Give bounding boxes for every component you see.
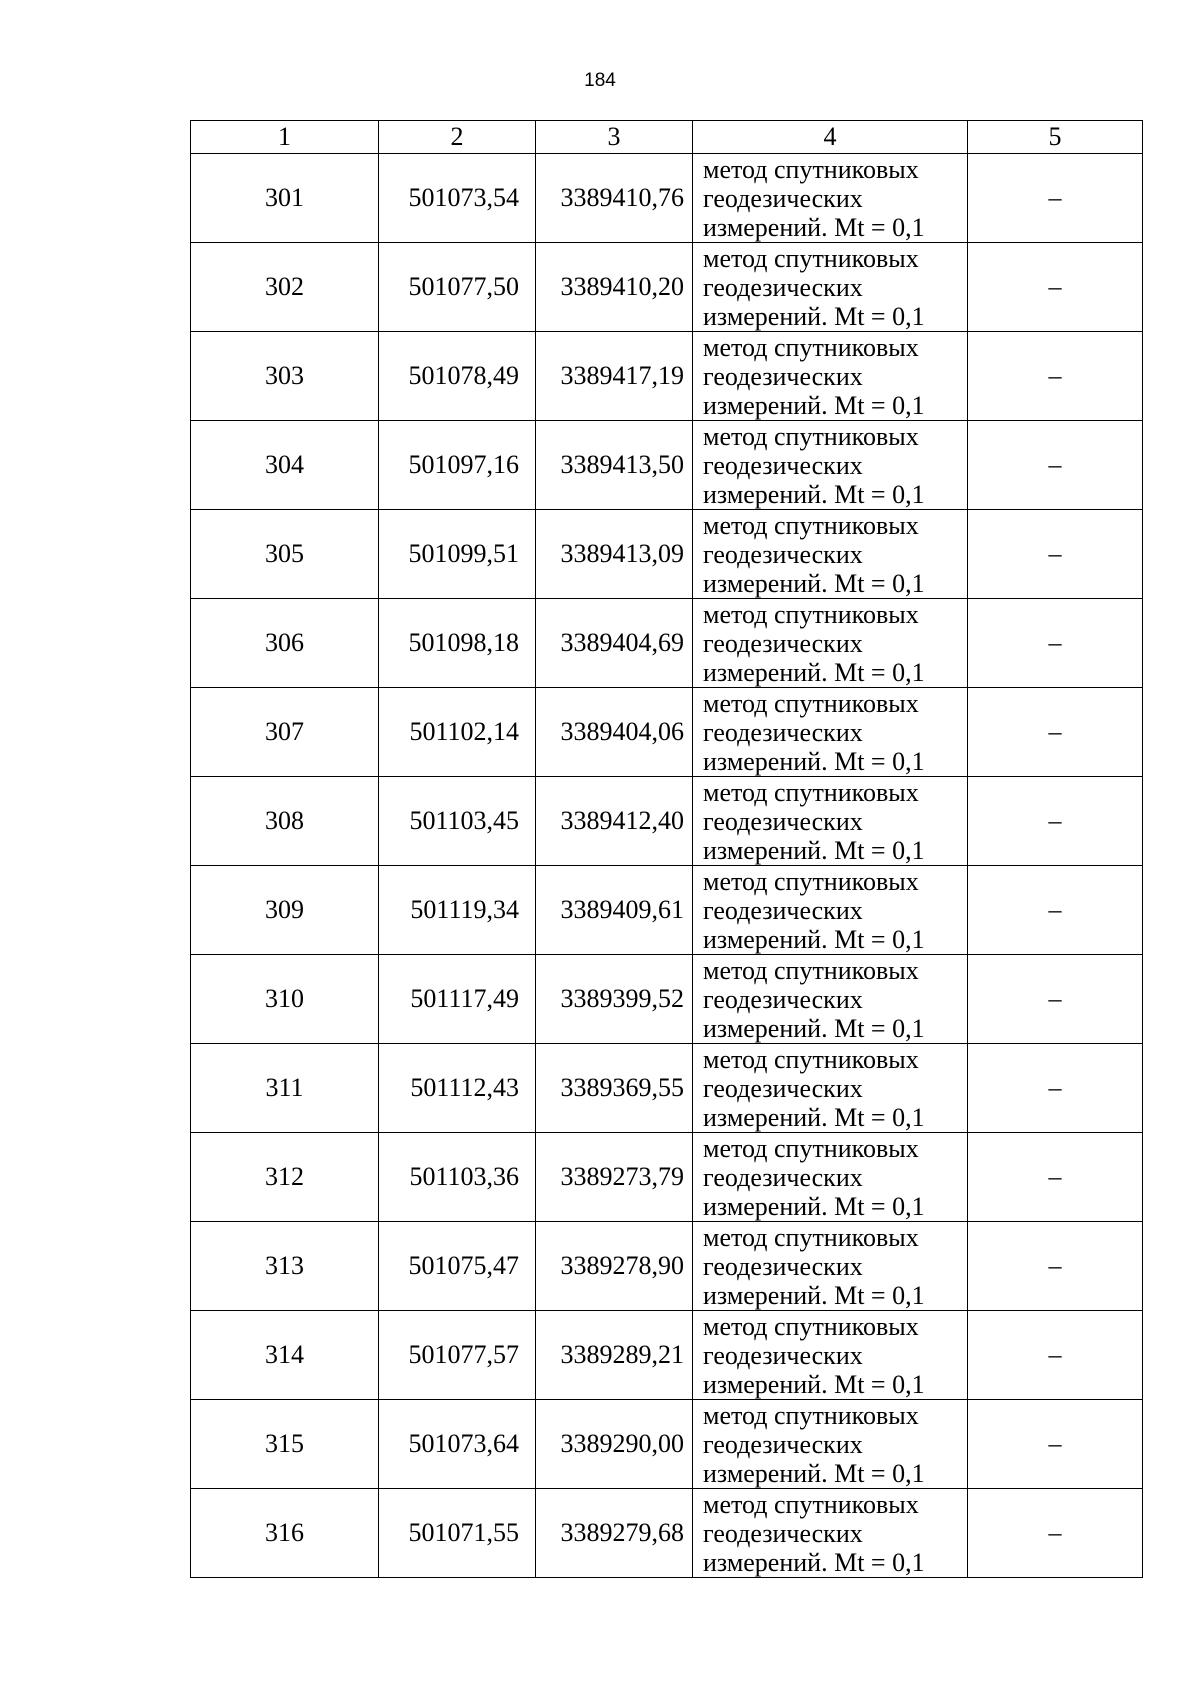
- table-body: [191, 154, 1143, 1578]
- y-coordinate-cell: 3389273,79: [536, 1133, 693, 1222]
- method-line: геодезических: [703, 183, 863, 213]
- y-coordinate-cell: 3389369,55: [536, 1044, 693, 1133]
- note-cell: –: [968, 1044, 1143, 1133]
- method-cell: [693, 777, 968, 866]
- method-line: метод спутниковых: [703, 688, 919, 718]
- x-coordinate-cell: 501117,49: [379, 955, 536, 1044]
- y-coordinate-cell: 3389399,52: [536, 955, 693, 1044]
- method-line: метод спутниковых: [703, 510, 919, 540]
- method-line: измерений. Mt = 0,1: [703, 390, 925, 420]
- note-cell: –: [968, 688, 1143, 777]
- method-line: метод спутниковых: [703, 1489, 919, 1519]
- method-cell: [693, 1489, 968, 1578]
- table-row: [191, 421, 1143, 510]
- table-row: [191, 1133, 1143, 1222]
- method-line: метод спутниковых: [703, 1133, 919, 1163]
- x-coordinate-cell: 501077,57: [379, 1311, 536, 1400]
- method-line: геодезических: [703, 628, 863, 658]
- method-line: измерений. Mt = 0,1: [703, 1280, 925, 1310]
- point-number-cell: 305: [191, 510, 379, 599]
- point-number-cell: 316: [191, 1489, 379, 1578]
- method-line: метод спутниковых: [703, 599, 919, 629]
- method-cell: [693, 1133, 968, 1222]
- y-coordinate-cell: 3389404,69: [536, 599, 693, 688]
- table-row: [191, 866, 1143, 955]
- note-cell: –: [968, 599, 1143, 688]
- method-cell: [693, 1400, 968, 1489]
- point-number-cell: 314: [191, 1311, 379, 1400]
- table-row: [191, 1222, 1143, 1311]
- point-number-cell: 309: [191, 866, 379, 955]
- x-coordinate-cell: 501078,49: [379, 332, 536, 421]
- point-number-cell: 307: [191, 688, 379, 777]
- note-cell: –: [968, 1400, 1143, 1489]
- note-cell: –: [968, 421, 1143, 510]
- method-line: геодезических: [703, 361, 863, 391]
- coordinates-table: [190, 120, 1143, 1578]
- method-line: измерений. Mt = 0,1: [703, 568, 925, 598]
- note-cell: –: [968, 777, 1143, 866]
- method-line: измерений. Mt = 0,1: [703, 212, 925, 242]
- y-coordinate-cell: 3389413,50: [536, 421, 693, 510]
- note-cell: –: [968, 510, 1143, 599]
- method-cell: [693, 154, 968, 243]
- x-coordinate-cell: 501098,18: [379, 599, 536, 688]
- method-line: метод спутниковых: [703, 154, 919, 184]
- method-line: измерений. Mt = 0,1: [703, 1547, 925, 1577]
- method-line: метод спутниковых: [703, 332, 919, 362]
- method-line: измерений. Mt = 0,1: [703, 1102, 925, 1132]
- x-coordinate-cell: 501099,51: [379, 510, 536, 599]
- method-line: геодезических: [703, 806, 863, 836]
- table-row: [191, 154, 1143, 243]
- header-row: [191, 121, 1143, 154]
- method-line: измерений. Mt = 0,1: [703, 746, 925, 776]
- method-line: метод спутниковых: [703, 1222, 919, 1252]
- method-cell: [693, 510, 968, 599]
- note-cell: –: [968, 1222, 1143, 1311]
- table-row: [191, 777, 1143, 866]
- point-number-cell: 301: [191, 154, 379, 243]
- method-cell: [693, 599, 968, 688]
- method-line: геодезических: [703, 1251, 863, 1281]
- header-col-1: 1: [191, 121, 379, 154]
- method-line: измерений. Mt = 0,1: [703, 1369, 925, 1399]
- point-number-cell: 308: [191, 777, 379, 866]
- method-line: измерений. Mt = 0,1: [703, 835, 925, 865]
- method-cell: [693, 332, 968, 421]
- y-coordinate-cell: 3389290,00: [536, 1400, 693, 1489]
- note-cell: –: [968, 866, 1143, 955]
- method-cell: [693, 866, 968, 955]
- method-cell: [693, 688, 968, 777]
- y-coordinate-cell: 3389278,90: [536, 1222, 693, 1311]
- method-cell: [693, 955, 968, 1044]
- method-line: измерений. Mt = 0,1: [703, 1191, 925, 1221]
- table-row: [191, 599, 1143, 688]
- y-coordinate-cell: 3389413,09: [536, 510, 693, 599]
- method-line: геодезических: [703, 984, 863, 1014]
- x-coordinate-cell: 501075,47: [379, 1222, 536, 1311]
- method-line: метод спутниковых: [703, 1400, 919, 1430]
- y-coordinate-cell: 3389410,76: [536, 154, 693, 243]
- x-coordinate-cell: 501071,55: [379, 1489, 536, 1578]
- table-row: [191, 1400, 1143, 1489]
- table-header: [191, 121, 1143, 154]
- method-line: измерений. Mt = 0,1: [703, 301, 925, 331]
- point-number-cell: 302: [191, 243, 379, 332]
- method-line: измерений. Mt = 0,1: [703, 1013, 925, 1043]
- y-coordinate-cell: 3389404,06: [536, 688, 693, 777]
- method-line: метод спутниковых: [703, 866, 919, 896]
- method-line: метод спутниковых: [703, 421, 919, 451]
- note-cell: –: [968, 1489, 1143, 1578]
- point-number-cell: 315: [191, 1400, 379, 1489]
- y-coordinate-cell: 3389417,19: [536, 332, 693, 421]
- method-line: геодезических: [703, 717, 863, 747]
- note-cell: –: [968, 243, 1143, 332]
- table-row: [191, 332, 1143, 421]
- point-number-cell: 311: [191, 1044, 379, 1133]
- header-col-5: 5: [968, 121, 1143, 154]
- method-line: геодезических: [703, 539, 863, 569]
- table-row: [191, 1311, 1143, 1400]
- y-coordinate-cell: 3389409,61: [536, 866, 693, 955]
- x-coordinate-cell: 501103,45: [379, 777, 536, 866]
- method-line: геодезических: [703, 450, 863, 480]
- table-row: [191, 510, 1143, 599]
- point-number-cell: 312: [191, 1133, 379, 1222]
- table-row: [191, 243, 1143, 332]
- point-number-cell: 310: [191, 955, 379, 1044]
- method-line: геодезических: [703, 1340, 863, 1370]
- x-coordinate-cell: 501102,14: [379, 688, 536, 777]
- method-cell: [693, 421, 968, 510]
- x-coordinate-cell: 501077,50: [379, 243, 536, 332]
- method-line: геодезических: [703, 1073, 863, 1103]
- x-coordinate-cell: 501073,64: [379, 1400, 536, 1489]
- table-row: [191, 688, 1143, 777]
- method-cell: [693, 1222, 968, 1311]
- point-number-cell: 304: [191, 421, 379, 510]
- page-number: 184: [584, 70, 616, 91]
- method-line: измерений. Mt = 0,1: [703, 657, 925, 687]
- y-coordinate-cell: 3389289,21: [536, 1311, 693, 1400]
- method-line: измерений. Mt = 0,1: [703, 479, 925, 509]
- method-cell: [693, 1044, 968, 1133]
- header-col-4: 4: [693, 121, 968, 154]
- method-line: метод спутниковых: [703, 243, 919, 273]
- table-row: [191, 1489, 1143, 1578]
- y-coordinate-cell: 3389279,68: [536, 1489, 693, 1578]
- method-line: геодезических: [703, 895, 863, 925]
- point-number-cell: 313: [191, 1222, 379, 1311]
- method-line: геодезических: [703, 1518, 863, 1548]
- x-coordinate-cell: 501103,36: [379, 1133, 536, 1222]
- method-line: метод спутниковых: [703, 955, 919, 985]
- note-cell: –: [968, 955, 1143, 1044]
- header-col-3: 3: [536, 121, 693, 154]
- y-coordinate-cell: 3389412,40: [536, 777, 693, 866]
- table-row: [191, 955, 1143, 1044]
- x-coordinate-cell: 501073,54: [379, 154, 536, 243]
- method-line: метод спутниковых: [703, 777, 919, 807]
- note-cell: –: [968, 1133, 1143, 1222]
- method-line: геодезических: [703, 272, 863, 302]
- method-cell: [693, 1311, 968, 1400]
- method-line: метод спутниковых: [703, 1311, 919, 1341]
- header-col-2: 2: [379, 121, 536, 154]
- point-number-cell: 306: [191, 599, 379, 688]
- method-line: измерений. Mt = 0,1: [703, 924, 925, 954]
- method-cell: [693, 243, 968, 332]
- note-cell: –: [968, 154, 1143, 243]
- x-coordinate-cell: 501119,34: [379, 866, 536, 955]
- x-coordinate-cell: 501112,43: [379, 1044, 536, 1133]
- table-row: [191, 1044, 1143, 1133]
- method-line: геодезических: [703, 1429, 863, 1459]
- point-number-cell: 303: [191, 332, 379, 421]
- method-line: геодезических: [703, 1162, 863, 1192]
- method-line: метод спутниковых: [703, 1044, 919, 1074]
- y-coordinate-cell: 3389410,20: [536, 243, 693, 332]
- method-line: измерений. Mt = 0,1: [703, 1458, 925, 1488]
- note-cell: –: [968, 332, 1143, 421]
- x-coordinate-cell: 501097,16: [379, 421, 536, 510]
- note-cell: –: [968, 1311, 1143, 1400]
